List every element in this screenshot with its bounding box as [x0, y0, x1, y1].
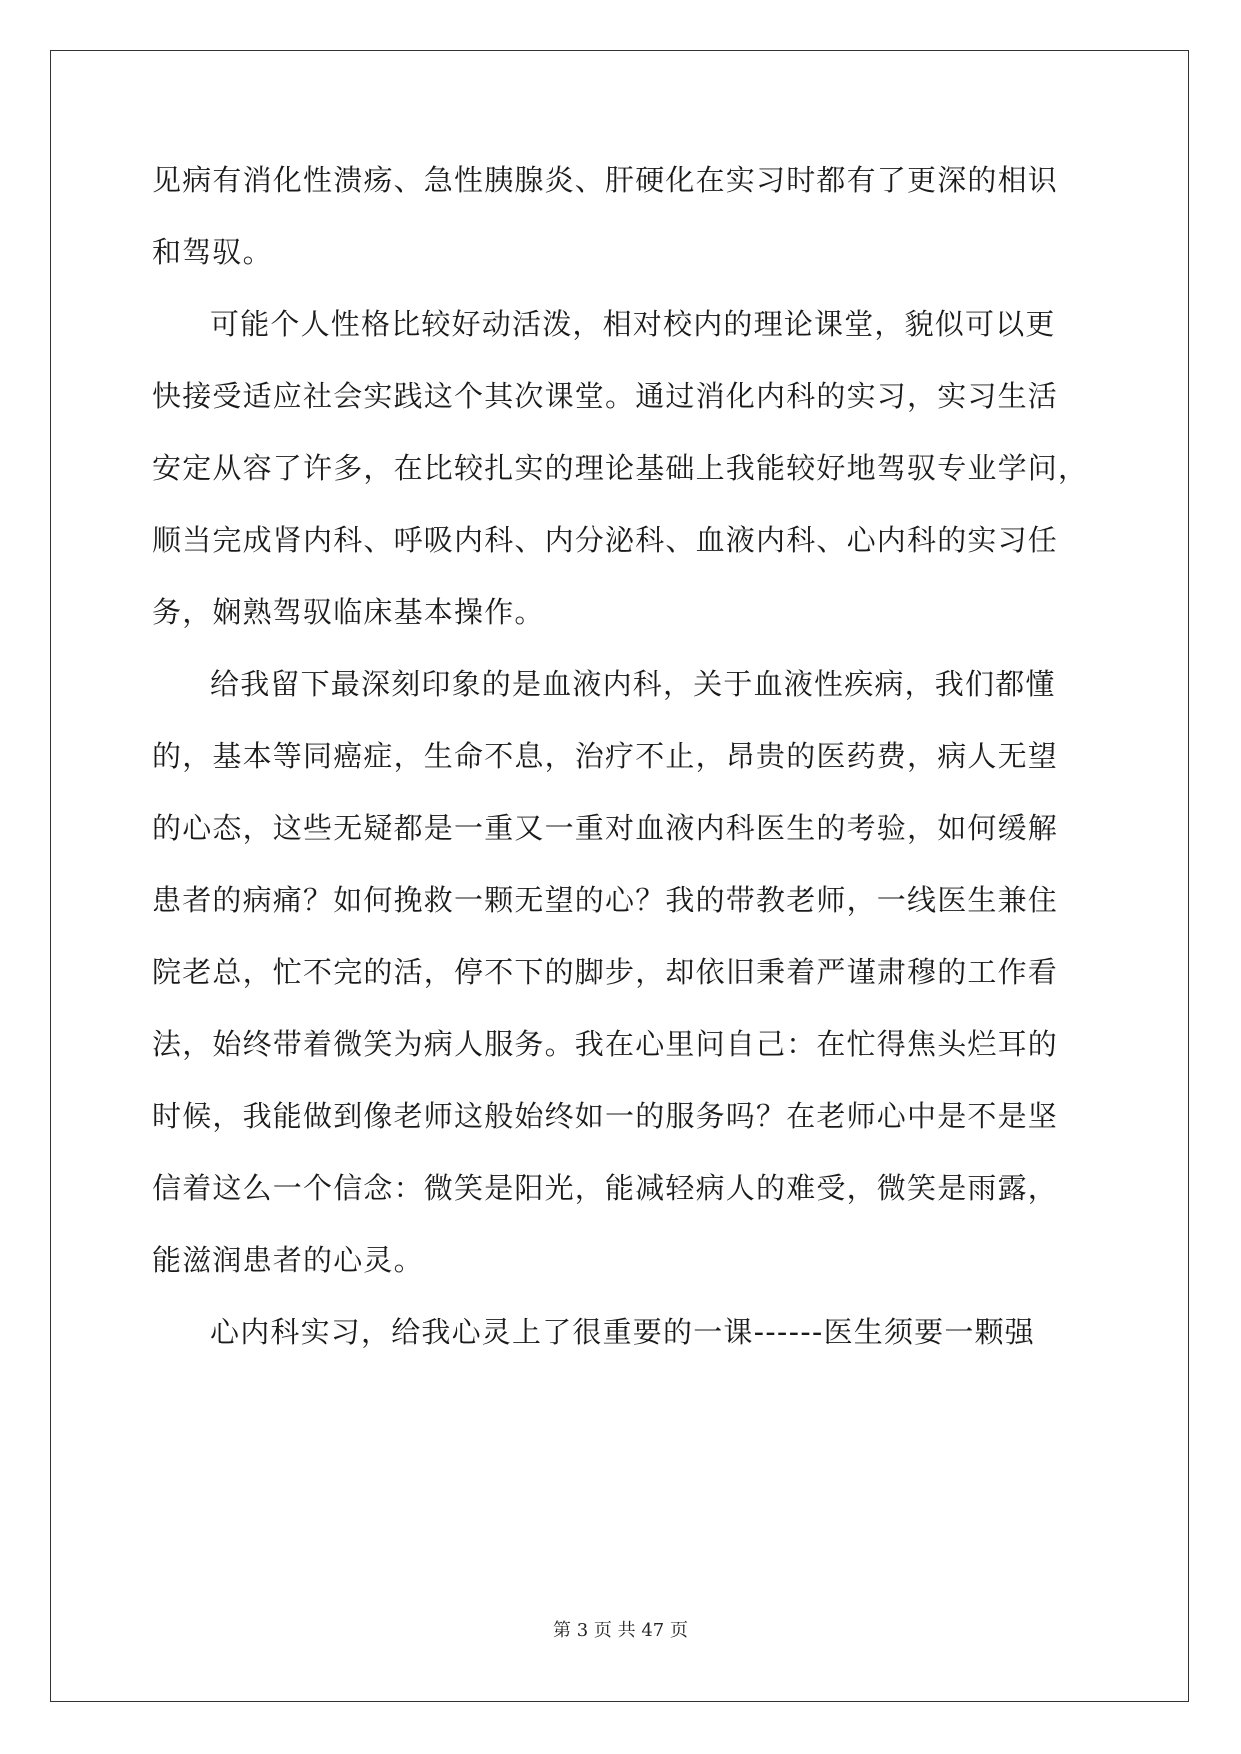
text-line: 时候，我能做到像老师这般始终如一的服务吗？在老师心中是不是坚 — [152, 1099, 1059, 1133]
text-line: 患者的病痛？如何挽救一颗无望的心？我的带教老师，一线医生兼住 — [152, 883, 1059, 917]
text-line: 务，娴熟驾驭临床基本操作。 — [152, 595, 545, 629]
text-line: 安定从容了许多，在比较扎实的理论基础上我能较好地驾驭专业学问， — [152, 451, 1089, 485]
page-number-footer: 第 3 页 共 47 页 — [553, 1620, 688, 1641]
text-line: 见病有消化性溃疡、急性胰腺炎、肝硬化在实习时都有了更深的相识 — [152, 163, 1059, 197]
text-line: 的，基本等同癌症，生命不息，治疗不止，昂贵的医药费，病人无望 — [152, 739, 1059, 773]
text-line: 快接受适应社会实践这个其次课堂。通过消化内科的实习，实习生活 — [152, 379, 1059, 413]
paragraph-start-line: 心内科实习，给我心灵上了很重要的一课------医生须要一颗强 — [210, 1315, 1035, 1349]
text-line: 信着这么一个信念：微笑是阳光，能减轻病人的难受，微笑是雨露， — [152, 1171, 1059, 1205]
text-line: 顺当完成肾内科、呼吸内科、内分泌科、血液内科、心内科的实习任 — [152, 523, 1059, 557]
paragraph-start-line: 给我留下最深刻印象的是血液内科，关于血液性疾病，我们都懂 — [210, 667, 1056, 701]
text-line: 法，始终带着微笑为病人服务。我在心里问自己：在忙得焦头烂耳的 — [152, 1027, 1059, 1061]
text-line: 的心态，这些无疑都是一重又一重对血液内科医生的考验，如何缓解 — [152, 811, 1059, 845]
page-border — [50, 50, 1189, 1702]
text-line: 能滋润患者的心灵。 — [152, 1243, 424, 1277]
text-line: 院老总，忙不完的活，停不下的脚步，却依旧秉着严谨肃穆的工作看 — [152, 955, 1059, 989]
text-line: 和驾驭。 — [152, 235, 273, 269]
paragraph-start-line: 可能个人性格比较好动活泼，相对校内的理论课堂，貌似可以更 — [210, 307, 1056, 341]
